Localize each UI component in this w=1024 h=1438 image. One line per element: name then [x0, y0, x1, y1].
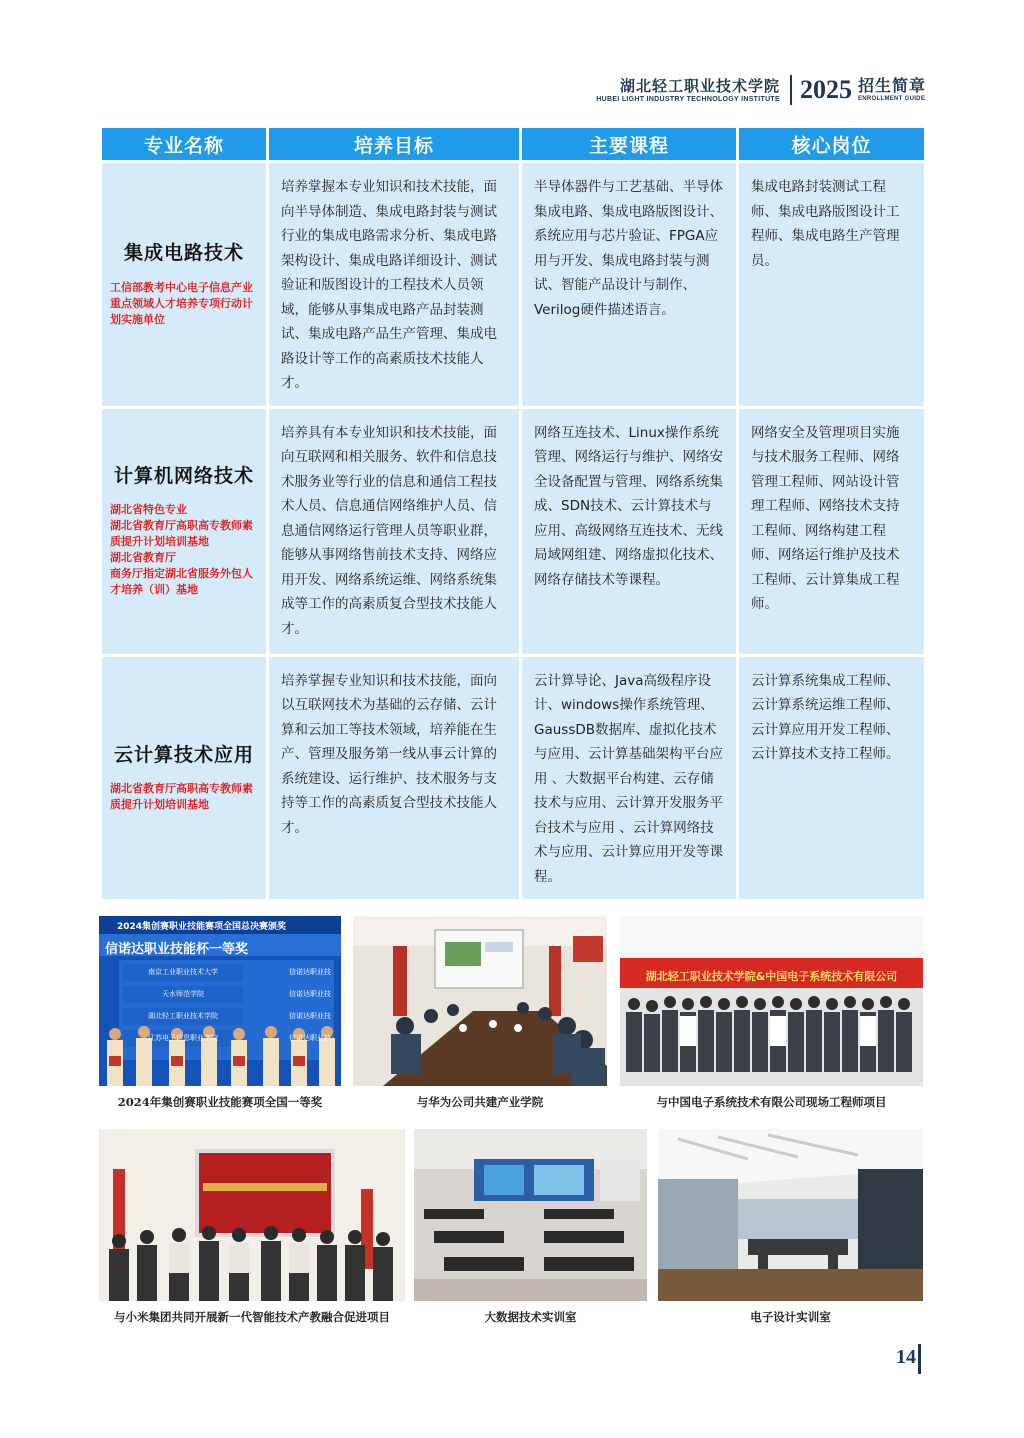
award-row: 信诺达职业技 — [289, 1034, 331, 1042]
award-row: 江苏电子信息职业学院 — [148, 1034, 218, 1042]
school-name-cn: 湖北轻工职业技术学院 — [619, 76, 780, 95]
major-name: 计算机网络技术 — [113, 464, 254, 487]
jobs-cell: 网络安全及管理项目实施与技术服务工程师、网络管理工程师、网站设计管理工程师、网络技术支持工程师、网络构建工程师、网络运行维护及技术工程师、云计算集成工程师。 — [739, 409, 924, 654]
header-divider — [790, 75, 792, 105]
photo-bigdata-lab — [414, 1129, 647, 1301]
award-row: 湖北轻工职业技术学院 — [148, 1012, 218, 1020]
guide-title-cn: 招生简章 — [857, 76, 926, 95]
award-row: 信诺达职业技 — [289, 990, 331, 998]
award-row: 信诺达职业技 — [289, 968, 331, 976]
photo-huawei-meeting — [353, 916, 607, 1086]
courses-cell: 半导体器件与工艺基础、半导体集成电路、集成电路版图设计、系统应用与芯片验证、FPGA应用与开发、集成电路封装与测试、智能产品设计与制作、Verilog硬件描述语言。 — [522, 163, 736, 406]
huawei-meeting-image — [353, 916, 607, 1086]
major-cell — [102, 657, 266, 900]
photo-electronics-lab — [658, 1129, 923, 1301]
major-cell — [102, 409, 266, 654]
award-row: 南京工业职业技术大学 — [148, 968, 218, 976]
award-title-text: 信诺达职业技能杯一等奖 — [105, 942, 249, 957]
page-number: 14 — [896, 1346, 916, 1368]
table-row — [102, 657, 924, 900]
caption: 与华为公司共建产业学院 — [416, 1095, 544, 1109]
electronics-lab-image — [658, 1129, 923, 1301]
jobs-cell: 集成电路封装测试工程师、集成电路版图设计工程师、集成电路生产管理员。 — [739, 163, 924, 406]
major-note: 商务厅指定湖北省服务外包人才培养（训）基地 — [110, 567, 253, 597]
header-guide — [858, 77, 926, 103]
school-name-en: HUBEI LIGHT INDUSTRY TECHNOLOGY INSTITUTE — [596, 95, 780, 103]
courses-cell: 云计算导论、Java高级程序设计、windows操作系统管理、GaussDB数据库、虚拟化技术与应用、云计算基础架构平台应用 、大数据平台构建、云存储技术与应用、云计算开发服务平台技术与应用 、云计算网络技术与应用、云计算应用开发等课程。 — [522, 657, 736, 900]
guide-title-en: ENROLLMENT GUIDE — [857, 96, 926, 102]
bigdata-lab-image — [414, 1129, 647, 1301]
goal-cell: 培养掌握专业知识和技术技能，面向以互联网技术为基础的云存储、云计算和云加工等技术领域，培养能在生产、管理及服务第一线从事云计算的系统建设、运行维护、技术服务与支持等工作的高素质复合型技术技能人才。 — [269, 657, 519, 900]
major-name: 集成电路技术 — [123, 242, 244, 264]
school-name — [596, 77, 780, 104]
caption: 与小米集团共同开展新一代智能技术产教融合促进项目 — [114, 1310, 390, 1324]
major-notes — [110, 781, 258, 813]
major-notes — [110, 280, 258, 328]
table-row — [102, 409, 924, 654]
col-header-jobs: 核心岗位 — [739, 128, 924, 160]
major-note: 湖北省特色专业 — [110, 503, 187, 517]
majors-table — [99, 125, 927, 902]
photo-award-ceremony — [99, 916, 341, 1086]
caption: 大数据技术实训室 — [484, 1310, 577, 1324]
award-row: 天水师范学院 — [162, 990, 204, 998]
major-note: 湖北省教育厅高职高专教师素质提升计划培训基地 — [110, 519, 253, 549]
ces-group-image — [620, 916, 923, 1086]
major-name: 云计算技术应用 — [113, 743, 254, 766]
major-note: 工信部教考中心电子信息产业重点领域人才培养专项行动计划实施单位 — [110, 280, 253, 326]
table-row — [102, 163, 924, 406]
col-header-goal: 培养目标 — [269, 128, 519, 160]
caption: 电子设计实训室 — [750, 1310, 831, 1324]
award-banner-text: 2024集创赛职业技能赛项全国总决赛颁奖 — [117, 922, 287, 932]
header-year: 2025 — [799, 75, 852, 104]
col-header-courses: 主要课程 — [522, 128, 736, 160]
major-notes — [110, 502, 258, 598]
caption: 2024年集创赛职业技能赛项全国一等奖 — [117, 1095, 323, 1109]
col-header-major: 专业名称 — [102, 128, 266, 160]
major-cell — [102, 163, 266, 406]
table-header-row — [102, 128, 924, 160]
award-row: 信诺达职业技 — [289, 1012, 331, 1020]
major-note: 湖北省教育厅高职高专教师素质提升计划培训基地 — [110, 782, 253, 811]
photo-xiaomi-group — [99, 1129, 405, 1301]
courses-cell: 网络互连技术、Linux操作系统管理、网络运行与维护、网络安全设备配置与管理、网络系统集成、SDN技术、云计算技术与应用、高级网络互连技术、无线局域网组建、网络虚拟化技术、网络存储技术等课程。 — [522, 409, 736, 654]
page-header — [596, 74, 926, 106]
xiaomi-group-image — [99, 1129, 405, 1301]
ces-banner-text: 湖北轻工职业技术学院&中国电子系统技术有限公司 — [645, 970, 898, 983]
caption: 与中国电子系统技术有限公司现场工程师项目 — [656, 1095, 887, 1109]
photo-ces-group — [620, 916, 923, 1086]
jobs-cell: 云计算系统集成工程师、云计算系统运维工程师、云计算应用开发工程师、云计算技术支持工程师。 — [739, 657, 924, 900]
major-note: 湖北省教育厅 — [110, 551, 176, 565]
goal-cell: 培养掌握本专业知识和技术技能，面向半导体制造、集成电路封装与测试行业的集成电路需求分析、集成电路架构设计、集成电路详细设计、测试验证和版图设计的工程技术人员领域，能够从事集成电路产品封装测试、集成电路产品生产管理、集成电路设计等工作的高素质技术技能人才。 — [269, 163, 519, 406]
page-number-bar — [918, 1344, 921, 1374]
goal-cell: 培养具有本专业知识和技术技能，面向互联网和相关服务、软件和信息技术服务业等行业的信息和通信工程技术人员、信息通信网络维护人员、信息通信网络运行管理人员等职业群，能够从事网络售前技术支持、网络应用开发、网络系统运维、网络系统集成等工作的高素质复合型技术技能人才。 — [269, 409, 519, 654]
